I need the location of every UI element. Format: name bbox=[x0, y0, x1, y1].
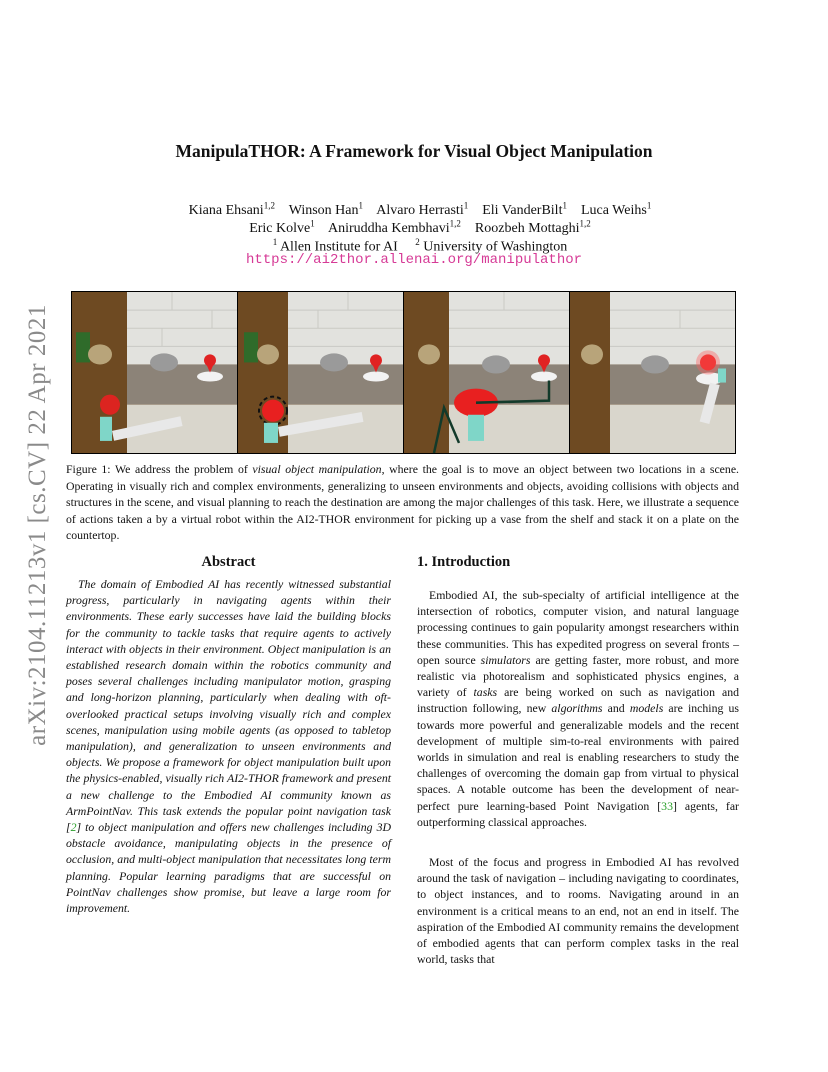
citation-link[interactable]: 2 bbox=[70, 820, 77, 835]
figure-panel-3 bbox=[404, 292, 570, 453]
intro-paragraph-2: Most of the focus and progress in Embodied AI has revolved around the task of navigation – including navigating to coordinates, to object instances, and to rooms. Navigating around in an environment is a critical means to an end, not an end in itself. The aspiration of the Embodied AI community remains the development of embodied agents that can perform complex tasks in the real world, tasks that bbox=[417, 855, 739, 967]
figure-caption: Figure 1: We address the problem of visual object manipulation, where the goal is to move an object between two locations in a scene. Operating in visually rich and complex environments, generalizing to unseen environments and objects, avoiding collisions with objects and structures in the scene, and visual planning to reach the destination are among the major challenges of this task. Here, we illustrate a sequence of actions taken a by a virtual robot within the AI2-THOR environment for picking up a vase from the shelf and stack it on a plate on the countertop. bbox=[66, 462, 739, 542]
author: Kiana Ehsani$^{1,2}$ bbox=[188, 200, 275, 218]
abstract-heading: Abstract bbox=[201, 554, 256, 570]
author: Luca Weihs$^1$ bbox=[580, 200, 652, 218]
figure-panel-1 bbox=[72, 292, 238, 453]
author: Eric Kolve$^1$ bbox=[249, 218, 315, 236]
project-url-link[interactable]: https://ai2thor.allenai.org/manipulathor bbox=[245, 252, 583, 268]
intro-paragraph-1: Embodied AI, the sub-specialty of artificial intelligence at the intersection of robotics, computer vision, and natural language processing continues to gain popularity amongst researchers within these communities. This has expedited progress on several fronts – open source simulators are getting faster, more robust, and more realistic via photorealism and sophisticated physics engines, a variety of tasks are being worked on such as navigation and instruction following, new algorithms and models are inching us towards more powerful and generalizable models and the recent development of multiple sim-to-real environments with paired worlds in simulation and real is enabling researchers to study the challenges of overcoming the domain gap from virtual to physical spaces. A notable outcome has been the development of near-perfect pure learning-based Point Navigation [33] agents, far outperforming classical approaches. bbox=[417, 588, 740, 829]
figure-1-image-strip bbox=[71, 291, 736, 454]
abstract-text: The domain of Embodied AI has recently witnessed substantial progress, particularly in navigating agents within their environments. These early successes have laid the building blocks for the community to tackle tasks that require agents to actively interact with objects in their environment. Object manipulation is an established research domain within the robotics community and poses several challenges including manipulator motion, grasping and long-horizon planning, particularly when dealing with oft-overlooked practical setups involving visually rich and complex scenes, manipulation using mobile agents (as opposed to tabletop manipulation), and generalization to unseen environments and objects. We propose a framework for object manipulation built upon the physics-enabled, visually rich AI2-THOR framework and present a new challenge to the Embodied AI community known as ArmPointNav. This task extends the popular point navigation task [2] to object manipulation and offers new challenges including 3D obstacle avoidance, manipulating objects in the presence of occlusion, and multi-object manipulation that necessitates long term planning. Popular learning paradigms that are successful on PointNav challenges show promise, but leave a large room for improvement. bbox=[66, 577, 391, 916]
affiliations: $^1$ Allen Institute for AI $^2$ University of Washington bbox=[272, 237, 568, 255]
author: Alvaro Herrasti$^1$ bbox=[376, 200, 469, 218]
affiliation: University of Washington bbox=[423, 239, 568, 255]
citation-link[interactable]: 33 bbox=[661, 798, 673, 813]
author: Aniruddha Kembhavi$^{1,2}$ bbox=[327, 218, 461, 236]
arxiv-stamp bbox=[20, 285, 56, 765]
paper-title: ManipulaTHOR: A Framework for Visual Object Manipulation bbox=[175, 141, 653, 161]
introduction-heading: 1. Introduction bbox=[417, 554, 511, 570]
author: Roozbeh Mottaghi$^{1,2}$ bbox=[474, 218, 591, 236]
author: Eli VanderBilt$^1$ bbox=[482, 200, 567, 218]
arxiv-stamp-text: arXiv:2104.11213v1 [cs.CV] 22 Apr 2021 bbox=[24, 304, 51, 746]
author: Winson Han$^1$ bbox=[288, 200, 364, 218]
figure-panel-2 bbox=[238, 292, 404, 453]
figure-panel-4 bbox=[570, 292, 735, 453]
affiliation: Allen Institute for AI bbox=[279, 239, 398, 255]
